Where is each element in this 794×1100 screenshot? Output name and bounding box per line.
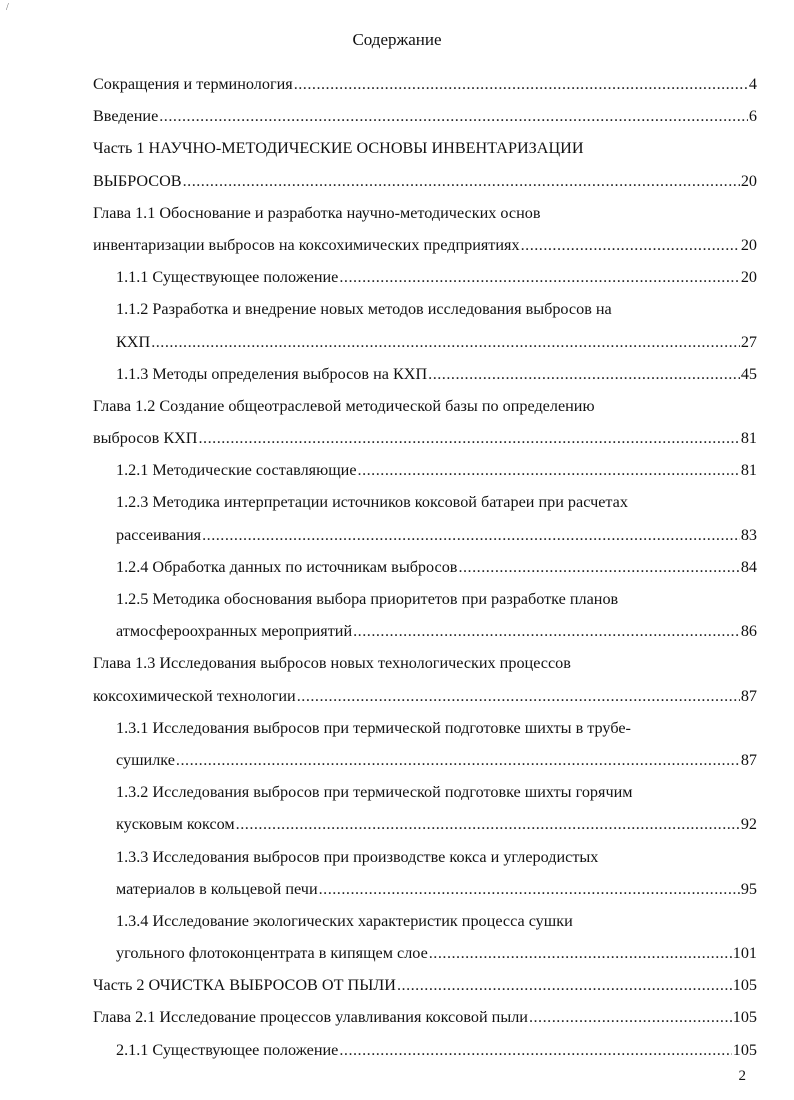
toc-entry-page: 4 [748,75,757,93]
toc-entry [93,422,757,454]
toc-entry-text: Сокращения и терминология [93,75,293,93]
toc-entry [93,615,757,647]
toc-leader-dots [458,551,739,583]
page-number: 2 [738,1068,746,1084]
toc-leader-dots [339,1034,731,1066]
toc-entry-page: 81 [740,461,757,480]
toc-entry [93,1034,757,1066]
toc-entry [93,197,757,229]
toc-entry [93,905,757,937]
toc-entry [93,132,757,164]
toc-leader-dots [397,969,732,1001]
toc-entry-text: 1.2.4 Обработка данных по источникам выбросов [116,557,458,576]
toc-entry-page: 45 [740,364,757,383]
toc-entry [93,390,757,422]
toc-entry-page: 20 [740,235,757,254]
toc-entry-text: Глава 1.1 Обоснование и разработка научно-методических основ [93,203,541,222]
toc-entry-page: 27 [740,332,757,351]
toc-entry [93,1001,757,1033]
toc-entry-text: 1.1.1 Существующее положение [116,268,339,287]
toc-entry-text: Глава 2.1 Исследование процессов улавливания коксовой пыли [93,1008,528,1027]
toc-entry-text: угольного флотоконцентрата в кипящем слое [116,944,428,963]
toc-entry-text: 1.2.3 Методика интерпретации источников коксовой батареи при расчетах [116,493,628,512]
toc-entry [93,647,757,679]
toc-entry-text: 1.3.1 Исследования выбросов при термической подготовке шихты в трубе- [116,718,631,737]
toc-leader-dots [294,68,748,100]
toc-leader-dots [159,100,748,132]
toc-entry-page: 105 [732,976,757,995]
toc-entry-page: 86 [740,622,757,641]
toc-entry-text: ВЫБРОСОВ [93,171,182,190]
toc-leader-dots [319,873,740,905]
toc-entry-page: 20 [740,268,757,287]
toc-entry-text: материалов в кольцевой печи [116,879,318,898]
toc-entry [93,486,757,518]
toc-leader-dots [428,358,740,390]
toc-entry-page: 105 [732,1008,757,1027]
toc-entry-page: 95 [740,879,757,898]
toc-entry [93,519,757,551]
page-title: Содержание [352,30,442,49]
toc-entry [93,808,757,840]
toc-entry-text: Часть 2 ОЧИСТКА ВЫБРОСОВ ОТ ПЫЛИ [93,976,396,995]
toc-entry-text: сушилке [116,750,175,769]
toc-entry-text: рассеивания [116,525,202,544]
toc-entry [93,873,757,905]
toc-entry-page: 92 [740,815,757,834]
toc-entry-text: Глава 1.2 Создание общеотраслевой методической базы по определению [93,396,595,415]
toc-entry [93,841,757,873]
toc-entry-text: атмосфероохранных мероприятий [116,622,353,641]
toc-entry-text: Глава 1.3 Исследования выбросов новых технологических процессов [93,654,571,673]
scan-mark: / [6,2,9,13]
toc-entry [93,712,757,744]
table-of-contents [93,68,757,1066]
toc-entry-text: 1.1.3 Методы определения выбросов на КХП [116,364,428,383]
toc-leader-dots [521,229,740,261]
toc-entry [93,261,757,293]
toc-entry-text: коксохимической технологии [93,686,296,705]
toc-leader-dots [183,165,740,197]
toc-entry [93,680,757,712]
toc-leader-dots [339,261,739,293]
toc-entry-text: 1.1.2 Разработка и внедрение новых методов исследования выбросов на [116,300,612,319]
toc-leader-dots [297,680,740,712]
toc-entry-page: 87 [740,686,757,705]
toc-entry [93,744,757,776]
toc-entry-page: 6 [748,107,757,126]
toc-entry [93,454,757,486]
toc-entry [93,776,757,808]
toc-entry-text: Введение [93,107,159,126]
toc-entry [93,68,757,100]
toc-entry-page: 105 [732,1040,757,1059]
toc-entry-text: инвентаризации выбросов на коксохимических предприятиях [93,235,520,254]
toc-entry-page: 87 [740,750,757,769]
toc-entry-text: 1.3.2 Исследования выбросов при термической подготовке шихты горячим [116,783,633,802]
toc-entry-page: 81 [740,429,757,448]
toc-leader-dots [236,808,740,840]
toc-entry [93,293,757,325]
toc-entry-text: 1.2.5 Методика обоснования выбора приоритетов при разработке планов [116,590,619,608]
toc-entry [93,937,757,969]
toc-entry-text: КХП [116,332,151,351]
toc-entry [93,358,757,390]
toc-leader-dots [353,615,740,647]
toc-entry [93,583,757,615]
toc-entry [93,165,757,197]
toc-entry-page: 83 [740,525,757,544]
toc-leader-dots [151,326,740,358]
toc-leader-dots [202,519,740,551]
toc-entry-text: 1.2.1 Методические составляющие [116,461,357,480]
toc-leader-dots [358,454,740,486]
toc-entry-text: кусковым коксом [116,815,235,834]
toc-entry [93,551,757,583]
toc-entry-page: 84 [740,557,757,576]
toc-entry-text: 1.3.4 Исследование экологических характеристик процесса сушки [116,911,573,930]
toc-entry-text: 2.1.1 Существующее положение [116,1040,339,1059]
toc-leader-dots [176,744,740,776]
toc-entry-page: 20 [740,171,757,190]
toc-leader-dots [429,937,732,969]
toc-entry-text: 1.3.3 Исследования выбросов при производстве кокса и углеродистых [116,847,599,866]
toc-entry-text: Часть 1 НАУЧНО-МЕТОДИЧЕСКИЕ ОСНОВЫ ИНВЕНТАРИЗАЦИИ [93,139,584,158]
toc-entry [93,969,757,1001]
toc-leader-dots [529,1001,732,1033]
toc-entry-text: выбросов КХП [93,429,198,448]
toc-entry-page: 101 [732,944,757,963]
toc-entry [93,229,757,261]
toc-entry [93,326,757,358]
toc-entry [93,100,757,132]
toc-leader-dots [199,422,740,454]
